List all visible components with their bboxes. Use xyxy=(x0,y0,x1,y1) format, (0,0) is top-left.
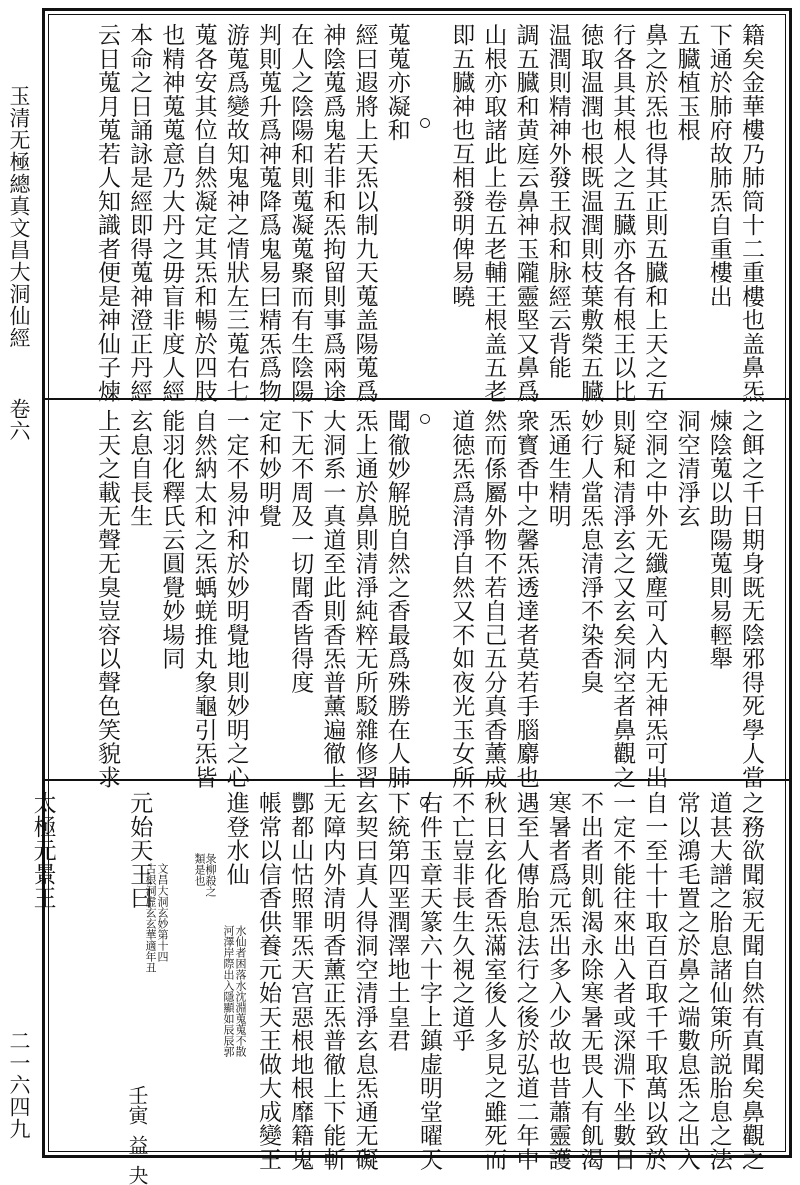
text-column: 炁上通於鼻則清淨純粹无所駁雜修習 xyxy=(351,409,378,789)
text-column: 帳常以信香供養元始天王做大成變王 xyxy=(255,791,281,1171)
panel-bottom xyxy=(29,785,789,1185)
text-column: 秋日玄化香炁滿室後人多見之雖死而 xyxy=(480,791,507,1171)
text-column: 自然納太和之炁蝺蜣推丸象龜引炁皆 xyxy=(190,409,217,789)
annotation-note: 壬寅 xyxy=(125,1085,149,1125)
text-column: 自一至十十取百百取千千取萬以致於 xyxy=(641,791,668,1171)
text-column: 常以鴻毛置之於鼻之端數息炁之出入 xyxy=(673,791,700,1171)
text-column: 蒐蒐亦凝和 xyxy=(383,23,410,142)
annotation-note: 文昌大洞玄妙第十四 xyxy=(156,863,169,962)
text-column: 元始天王曰 xyxy=(126,791,153,910)
text-column: 一定不易沖和於妙明覺地則妙明之心 xyxy=(222,409,249,789)
text-column: 聞徹妙解脱自然之香最爲殊勝在人肺 xyxy=(383,409,410,789)
text-column: 大洞系一真道至此則香炁普薰遍徹上 xyxy=(319,409,346,789)
text-column: 衆寳香中之馨炁透達者莫若手腦麝也 xyxy=(512,409,539,789)
annotation-note: 彔柳殺之 xyxy=(204,853,217,897)
annotation-note: 水仙者困落水沈淵蒐蒐不散 xyxy=(234,925,247,1057)
text-column: 鼻之於炁也得其正則五臓和上天之五 xyxy=(641,23,668,403)
text-column: 則疑和清淨玄之又玄矣洞空者鼻觀之 xyxy=(609,409,636,789)
margin-column xyxy=(0,0,38,1165)
text-column: 道甚大譜之胎息諸仙䇿所説胎息之法 xyxy=(705,791,732,1171)
text-column: 調五臓和黄庭云鼻神玉隴靈堅又鼻爲 xyxy=(512,23,539,403)
text-column: 不亡豈非長生久視之道乎 xyxy=(448,791,475,1053)
annotation-note: 類是也 xyxy=(193,853,206,886)
annotation-note: 古根洞虚玄玄華適年丑 xyxy=(144,863,157,973)
text-column: 行各具其根人之五臓亦各有根王以比 xyxy=(609,23,636,403)
text-column: 之務欲聞寂无聞自然有真聞矣鼻觀之 xyxy=(738,791,764,1171)
annotation-note: 益 xyxy=(125,1135,149,1155)
text-column: 本命之日誦詠是經即得蒐神澄正丹經 xyxy=(126,23,153,403)
text-column: 進登水仙 xyxy=(222,791,249,886)
text-column: 遇至人傳胎息法行之後於弘道二年中 xyxy=(512,791,539,1171)
text-column: 洞空清淨玄 xyxy=(673,409,700,528)
text-column: 道徳炁爲清淨自然又不如夜光玉女所 xyxy=(448,409,475,789)
text-column: 也精神蒐蒐意乃大丹之毋盲非度人經 xyxy=(158,23,185,403)
panel-middle xyxy=(45,403,789,789)
page-frame xyxy=(29,8,792,1185)
text-column: 不出者則飢渴永除寒暑无畏人有飢渴 xyxy=(577,791,603,1171)
text-column: 下无不周及一切聞香皆得度 xyxy=(287,409,314,694)
text-column: 能羽化釋氏云圓覺妙場同 xyxy=(158,409,185,671)
text-column: 神陰蒐爲鬼若非和炁拘留則事爲兩途 xyxy=(319,23,346,403)
text-column: 蒐各安其位自然凝定其炁和暢於四肢 xyxy=(190,23,217,403)
page-number: 二一六四九 xyxy=(7,1030,31,1140)
text-column: 太極元景王 xyxy=(29,791,56,910)
volume-label: 卷六 xyxy=(7,398,31,442)
text-column: 酆都山怙照罪炁天宫惡根地根靡籍鬼 xyxy=(287,791,314,1171)
annotation-note: 夬 xyxy=(125,1165,149,1185)
text-column: 即五臓神也互相發明俾易曉 xyxy=(448,23,475,308)
text-column: 寒暑者爲元炁出多入少故也昔蕭靈護 xyxy=(544,791,571,1171)
circle-mark xyxy=(420,797,430,807)
text-column: 定和妙明覺 xyxy=(255,409,281,528)
text-column: 山根亦取諸此上卷五老輔王根盖五老 xyxy=(480,23,507,403)
text-column: 煉陰蒐以助陽蒐則易輕舉 xyxy=(705,409,732,671)
text-column: 經曰遐將上天炁以制九天蒐盖陽蒐爲 xyxy=(351,23,378,403)
text-column: 温潤則精神外發王叔和脉經云背能 xyxy=(544,23,571,380)
text-column: 妙行人當炁息清淨不染香臭 xyxy=(577,409,603,694)
text-column: 炁通生精明 xyxy=(544,409,571,528)
text-column: 籍矣金華樓乃肺筒十二重樓也盖鼻炁 xyxy=(738,23,764,403)
text-column: 徳取温潤也根既温潤則枝葉敷榮五臓 xyxy=(577,23,603,403)
panel-divider xyxy=(45,779,789,781)
text-column: 下通於肺府故肺炁自重樓出 xyxy=(705,23,732,308)
panel-top xyxy=(45,17,789,403)
circle-mark xyxy=(420,118,430,128)
text-column: 判則蒐升爲神蒐降爲鬼易曰精炁爲物 xyxy=(255,23,281,403)
text-column: 之餌之千日期身既无陰邪得死學人當 xyxy=(738,409,764,789)
text-column: 空洞之中外无纖塵可入内无神炁可出 xyxy=(641,409,668,789)
text-column: 然而係屬外物不若自己五分真香薰成 xyxy=(480,409,507,789)
annotation-note: 河澤岸際出入隱顯如辰辰郭 xyxy=(222,925,235,1057)
circle-mark xyxy=(420,414,430,424)
text-column: 无障内外清明香薰正炁普徹上下能斬 xyxy=(319,791,346,1171)
text-column: 游蒐爲變故知鬼神之情狀左三蒐右七 xyxy=(222,23,249,403)
text-column: 上天之載无聲无臭豈容以聲色笑貌求 xyxy=(94,409,120,789)
text-column: 右件玉章天篆六十字上鎮虚明堂曜天 xyxy=(416,791,442,1171)
text-column: 玄契曰真人得洞空清淨玄息炁通无礙 xyxy=(351,791,378,1171)
text-column: 一定不能往來出入者或深淵下坐數日 xyxy=(609,791,636,1171)
text-column: 玄息自長生 xyxy=(126,409,153,528)
text-column: 五臓植玉根 xyxy=(673,23,700,142)
text-column: 在人之陰陽和則蒐凝蒐聚而有生陰陽 xyxy=(287,23,314,403)
text-column: 下統第四垩潤澤地土皇君 xyxy=(383,791,410,1053)
panel-divider xyxy=(45,398,789,400)
scripture-title: 玉清无極總真文昌大洞仙經 xyxy=(7,85,31,349)
text-column: 云日蒐月蒐若人知識者便是神仙子煉 xyxy=(94,23,120,403)
